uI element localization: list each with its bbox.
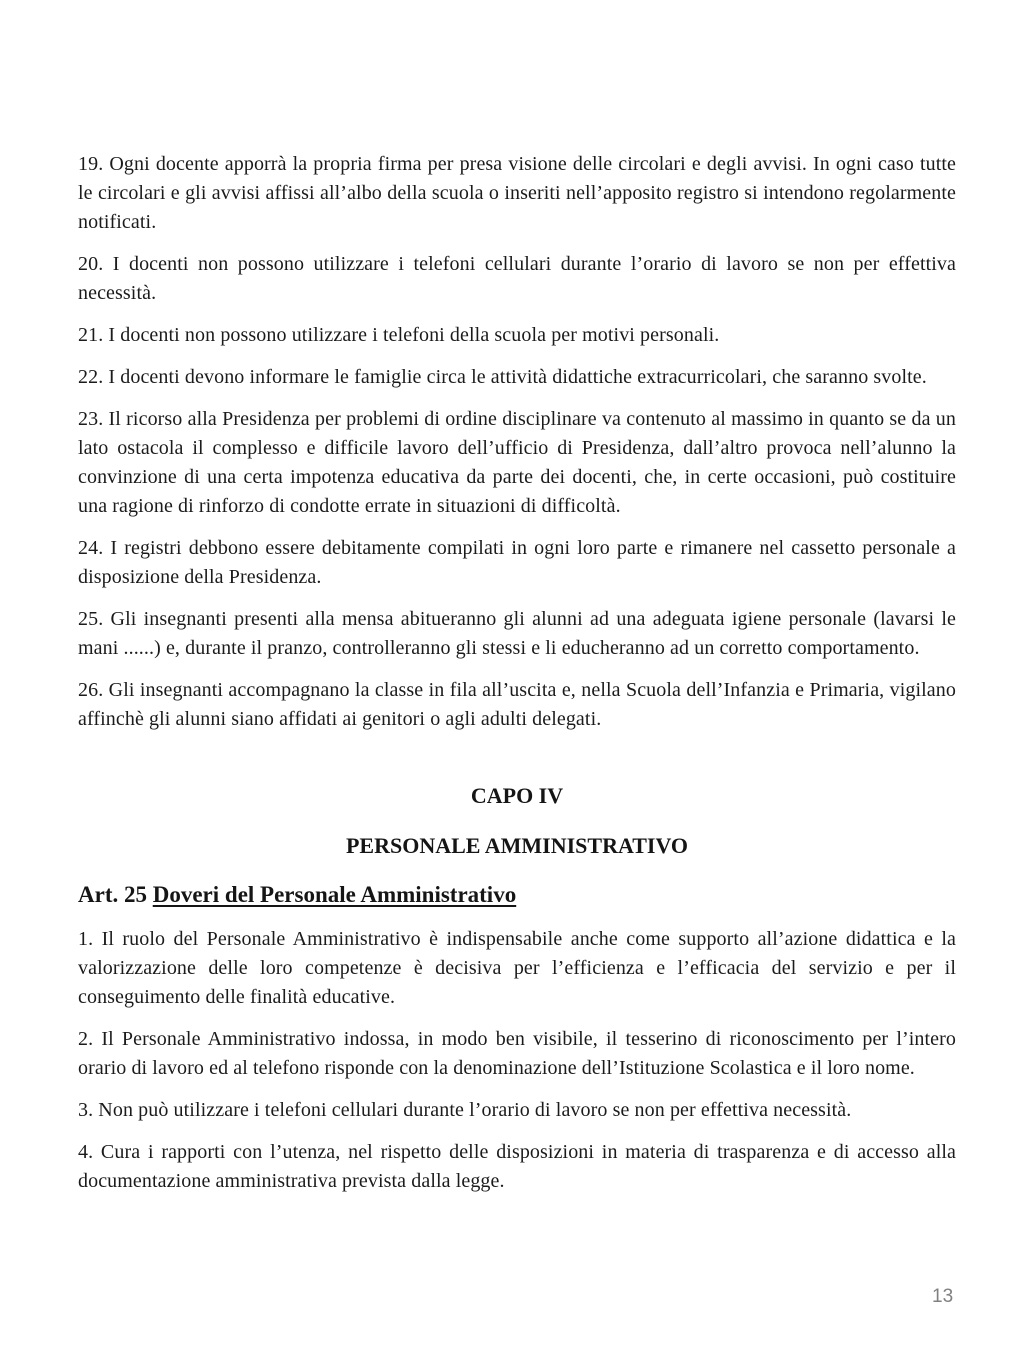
rule-paragraph-21: 21. I docenti non possono utilizzare i telefoni della scuola per motivi personali.	[78, 324, 720, 346]
admin-rule-paragraph-2: 2. Il Personale Amministrativo indossa, in modo ben visibile, il tesserino di riconoscimento per l’intero orario di lavoro ed al telefono risponde con la denominazione dell’Istituzione Scolastica e il loro nome.	[78, 1028, 956, 1079]
admin-rule-paragraph-4: 4. Cura i rapporti con l’utenza, nel rispetto delle disposizioni in materia di trasparenza e di accesso alla documentazione amministrativa prevista dalla legge.	[78, 1141, 956, 1192]
article-label: Art. 25	[78, 882, 153, 907]
rule-paragraph-19: 19. Ogni docente apporrà la propria firma per presa visione delle circolari e degli avvisi. In ogni caso tutte le circolari e gli avvisi affissi all’albo della scuola o inseriti nell’apposito registro si intendono regolarmente notificati.	[78, 153, 956, 233]
page-content	[78, 150, 956, 1209]
rule-paragraph-25: 25. Gli insegnanti presenti alla mensa abitueranno gli alunni ad una adeguata igiene personale (lavarsi le mani ......) e, durante il pranzo, controlleranno gli stessi e li educheranno ad un corretto comportamento.	[78, 608, 956, 659]
page-number: 13	[932, 1286, 954, 1307]
admin-rule-paragraph-1: 1. Il ruolo del Personale Amministrativo è indispensabile anche come supporto all’azione didattica e la valorizzazione delle loro competenze è decisiva per l’efficienza e l’efficacia del servizio e per il conseguimento delle finalità educative.	[78, 928, 956, 1008]
chapter-title: CAPO IV	[470, 783, 564, 808]
rule-paragraph-23: 23. Il ricorso alla Presidenza per problemi di ordine disciplinare va contenuto al massimo in quanto se da un lato ostacola il complesso e difficile lavoro dell’ufficio di Presidenza, dall’altro provoca nell’alunno la convinzione di una certa impotenza educativa da parte dei docenti, che, in certe occasioni, può costituire una ragione di rinforzo di condotte errate in situazioni di difficoltà.	[78, 408, 956, 517]
rule-paragraph-22: 22. I docenti devono informare le famiglie circa le attività didattiche extracurricolari, che saranno svolte.	[78, 366, 927, 388]
rule-paragraph-26: 26. Gli insegnanti accompagnano la classe in fila all’uscita e, nella Scuola dell’Infanzia e Primaria, vigilano affinchè gli alunni siano affidati ai genitori o agli adulti delegati.	[78, 679, 956, 730]
rule-paragraph-24: 24. I registri debbono essere debitamente compilati in ogni loro parte e rimanere nel cassetto personale a disposizione della Presidenza.	[78, 537, 956, 588]
article-title: Doveri del Personale Amministrativo	[152, 882, 517, 907]
rule-paragraph-20: 20. I docenti non possono utilizzare i telefoni cellulari durante l’orario di lavoro se non per effettiva necessità.	[78, 253, 956, 304]
chapter-subtitle: PERSONALE AMMINISTRATIVO	[345, 833, 689, 858]
article-heading	[78, 880, 956, 910]
admin-rule-paragraph-3: 3. Non può utilizzare i telefoni cellulari durante l’orario di lavoro se non per effettiva necessità.	[78, 1099, 852, 1121]
